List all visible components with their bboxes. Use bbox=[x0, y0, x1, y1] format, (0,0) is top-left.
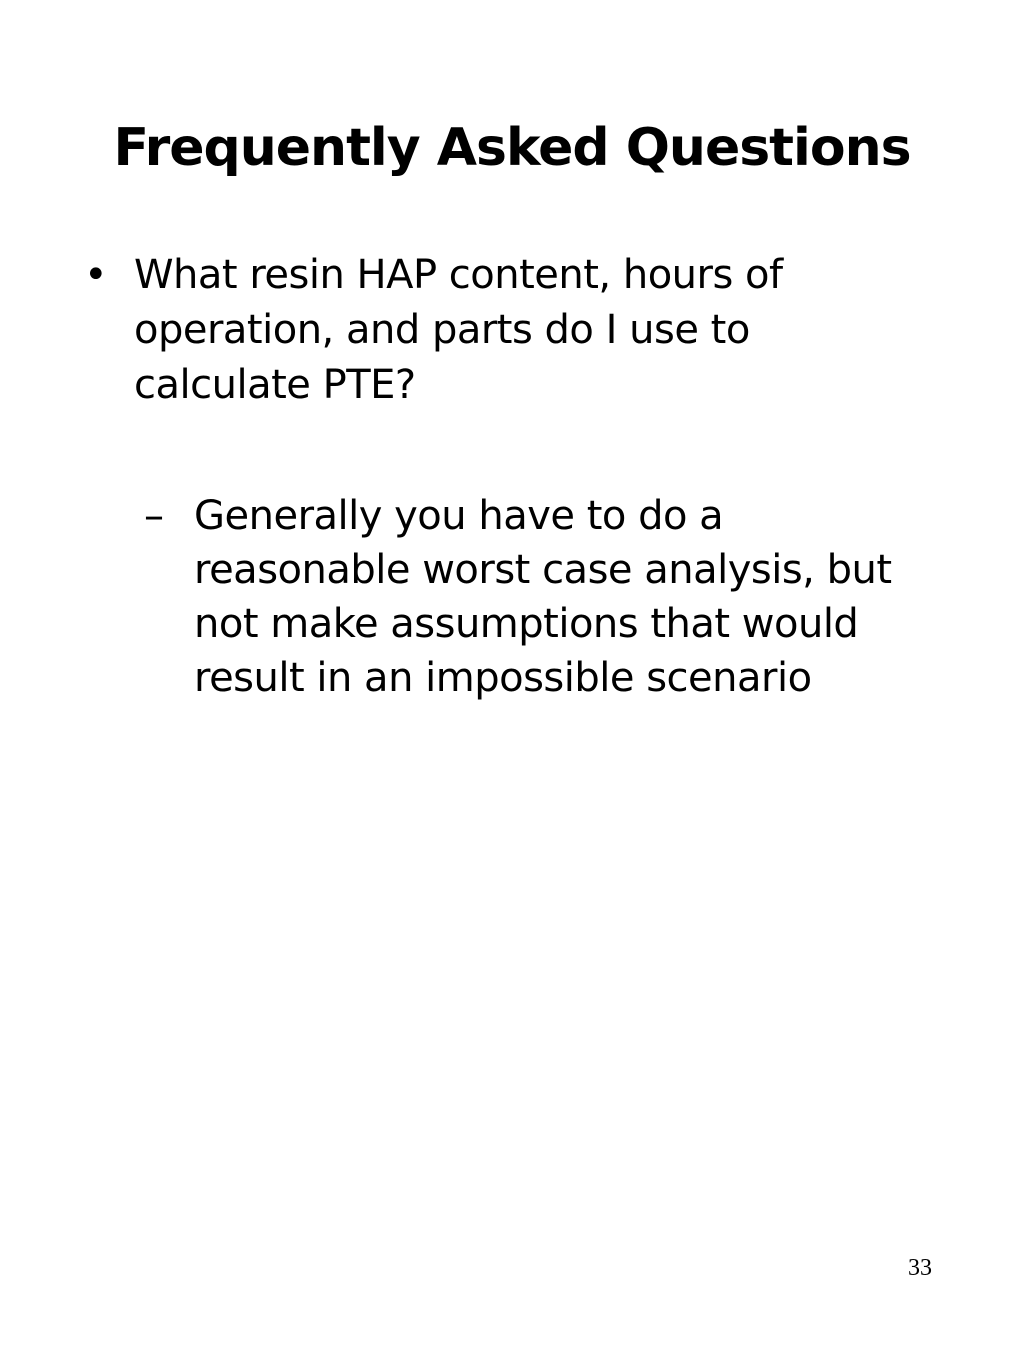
page-number: 33 bbox=[908, 1255, 932, 1281]
sub-bullet-text: Generally you have to do a reasonable worst case analysis, but not make assumptions that would result in an impossible scenario bbox=[194, 493, 892, 701]
sub-bullet-item bbox=[144, 489, 924, 705]
dash-icon: – bbox=[144, 493, 164, 539]
slide-title: Frequently Asked Questions bbox=[113, 118, 911, 178]
bullet-text: What resin HAP content, hours of operation, and parts do I use to calculate PTE? bbox=[134, 252, 783, 408]
sub-bullet-list bbox=[144, 489, 924, 705]
bullet-icon: • bbox=[84, 252, 108, 298]
bullet-list bbox=[84, 248, 844, 413]
bullet-item bbox=[84, 248, 844, 413]
